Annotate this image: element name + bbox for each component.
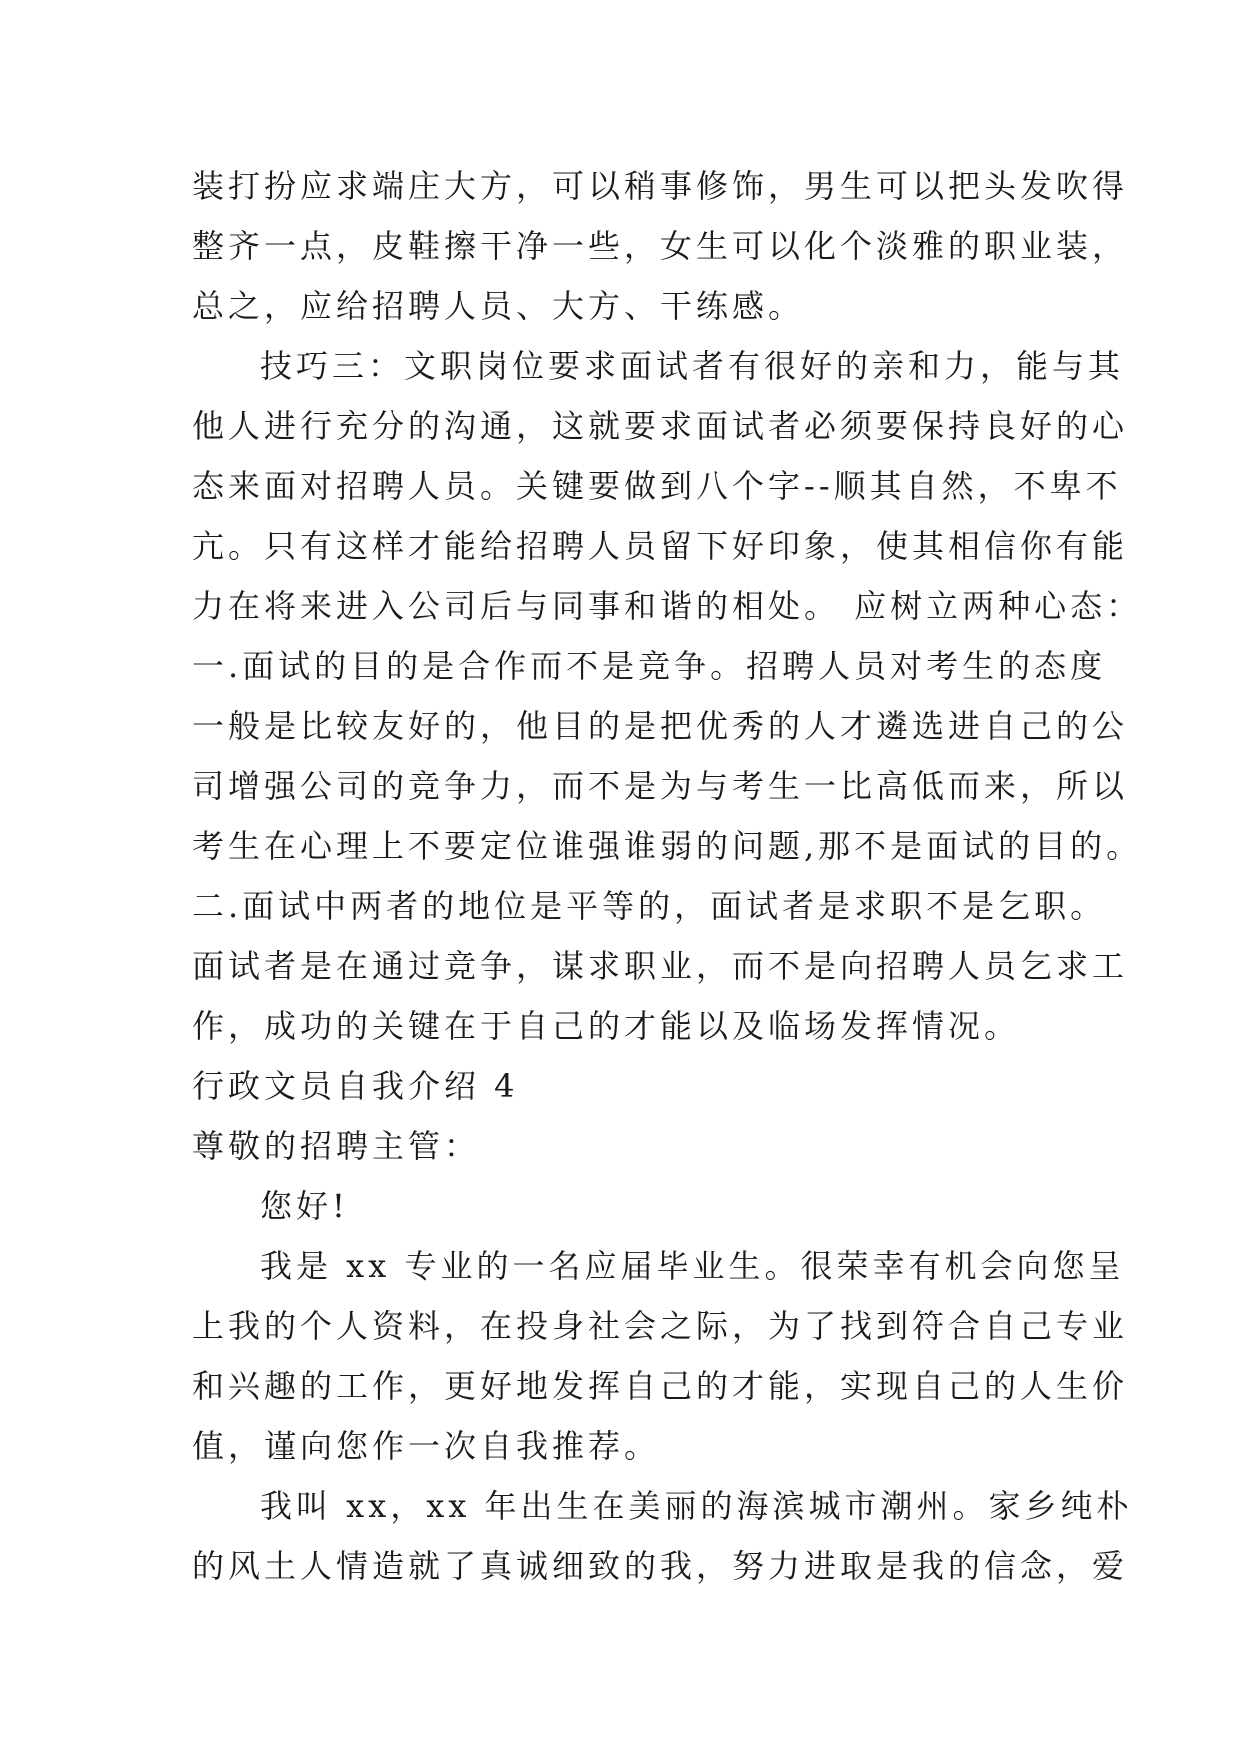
- text-line: 我叫 xx，xx 年出生在美丽的海滨城市潮州。家乡纯朴: [260, 1487, 1133, 1525]
- text-line: 我是 xx 专业的一名应届毕业生。很荣幸有机会向您呈: [260, 1247, 1125, 1285]
- text-line: 他人进行充分的沟通，这就要求面试者必须要保持良好的心: [192, 407, 1129, 445]
- salutation: 尊敬的招聘主管：: [192, 1127, 481, 1165]
- greeting: 您好!: [260, 1187, 349, 1225]
- text-line: 值，谨向您作一次自我推荐。: [192, 1427, 661, 1465]
- text-line: 面试者是在通过竞争，谋求职业，而不是向招聘人员乞求工: [192, 947, 1129, 985]
- text-line: 技巧三：文职岗位要求面试者有很好的亲和力，能与其: [260, 347, 1125, 385]
- text-line: 态来面对招聘人员。关键要做到八个字--顺其自然，不卑不: [192, 467, 1122, 505]
- text-line: 力在将来进入公司后与同事和谐的相处。 应树立两种心态：: [192, 587, 1143, 625]
- text-line: 亢。只有这样才能给招聘人员留下好印象，使其相信你有能: [192, 527, 1129, 565]
- text-line: 总之，应给招聘人员、大方、干练感。: [192, 287, 805, 325]
- text-line: 二.面试中两者的地位是平等的，面试者是求职不是乞职。: [192, 887, 1107, 925]
- text-line: 整齐一点，皮鞋擦干净一些，女生可以化个淡雅的职业装，: [192, 227, 1129, 265]
- text-line: 的风土人情造就了真诚细致的我，努力进取是我的信念，爱: [192, 1547, 1129, 1585]
- text-line: 司增强公司的竞争力，而不是为与考生一比高低而来，所以: [192, 767, 1129, 805]
- text-line: 和兴趣的工作，更好地发挥自己的才能，实现自己的人生价: [192, 1367, 1129, 1405]
- section-heading: 行政文员自我介绍 4: [192, 1067, 519, 1105]
- text-line: 装打扮应求端庄大方，可以稍事修饰，男生可以把头发吹得: [192, 167, 1129, 205]
- text-line: 考生在心理上不要定位谁强谁弱的问题,那不是面试的目的。: [192, 827, 1143, 865]
- text-line: 作，成功的关键在于自己的才能以及临场发挥情况。: [192, 1007, 1021, 1045]
- text-line: 一.面试的目的是合作而不是竞争。招聘人员对考生的态度: [192, 647, 1107, 685]
- text-line: 上我的个人资料，在投身社会之际，为了找到符合自己专业: [192, 1307, 1129, 1345]
- document-body: [192, 156, 1143, 1596]
- text-line: 一般是比较友好的，他目的是把优秀的人才遴选进自己的公: [192, 707, 1129, 745]
